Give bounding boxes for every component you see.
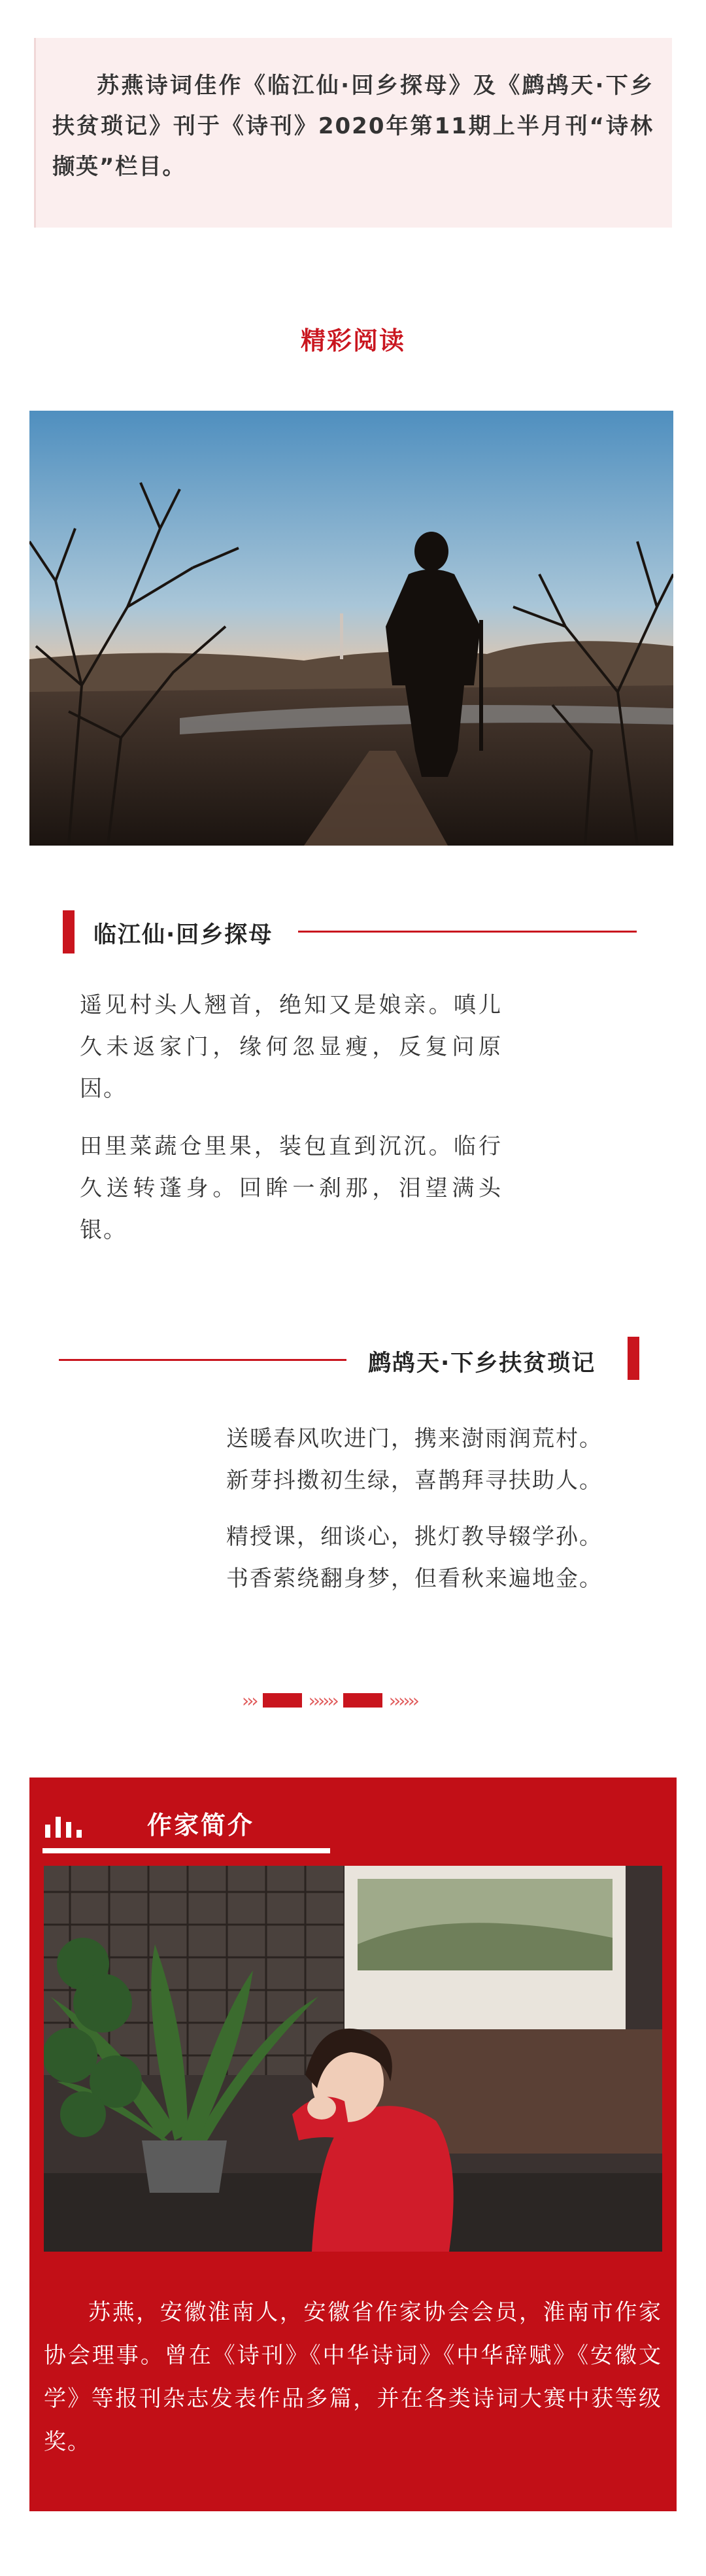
author-heading: 作家简介 (147, 1811, 255, 1840)
poem1-stanza-1: 遥见村头人翘首，绝知又是娘亲。嗔儿久未返家门，缘何忽显瘦，反复问原因。 (80, 992, 502, 1102)
author-heading-underline (42, 1848, 330, 1853)
intro-text: 苏燕诗词佳作《临江仙·回乡探母》及《鹧鸪天·下乡扶贫琐记》刊于《诗刊》2020年第11期上半月刊“诗林撷英”栏目。 (52, 73, 654, 180)
poem1-stanza-2: 田里菜蔬仓里果，装包直到沉沉。临行久送转蓬身。回眸一刹那，泪望满头银。 (80, 1133, 502, 1243)
chevron-icon: ›››››› (308, 1689, 337, 1711)
poem1-title-bar (63, 910, 75, 953)
poem2-title: 鹧鸪天·下乡扶贫琐记 (368, 1350, 596, 1377)
author-photo (44, 1866, 662, 2252)
author-bio: 苏燕，安徽淮南人，安徽省作家协会会员，淮南市作家协会理事。曾在《诗刊》《中华诗词》《中华辞赋》《安徽文学》等报刊杂志发表作品多篇，并在各类诗词大赛中获等级奖。 (44, 2299, 662, 2455)
poem2-title-rule (59, 1359, 346, 1361)
poem1-title-rule (298, 931, 637, 933)
section-divider (242, 1691, 417, 1710)
poem1-body (80, 984, 502, 1267)
poem2-line-3: 精授课，细谈心，挑灯教导辍学孙。 (226, 1524, 603, 1550)
chevron-icon: ››› (242, 1689, 256, 1711)
section-heading: 精彩阅读 (300, 326, 405, 355)
divider-block (263, 1693, 302, 1708)
poem2-title-bar (628, 1337, 639, 1380)
poem2-line-4: 书香萦绕翻身梦，但看秋来遍地金。 (226, 1566, 603, 1592)
divider-block (343, 1693, 382, 1708)
mother-silhouette-photo (29, 411, 673, 846)
poem2-body (226, 1418, 618, 1600)
poem2-line-1: 送暖春风吹进门，携来澍雨润荒村。 (226, 1426, 603, 1452)
poem1-title: 临江仙·回乡探母 (93, 922, 273, 948)
bar-chart-icon (44, 1810, 83, 1839)
poem2-line-2: 新芽抖擞初生绿，喜鹊拜寻扶助人。 (226, 1468, 603, 1494)
author-panel (29, 1777, 677, 2511)
chevron-icon: ›››››› (388, 1689, 417, 1711)
